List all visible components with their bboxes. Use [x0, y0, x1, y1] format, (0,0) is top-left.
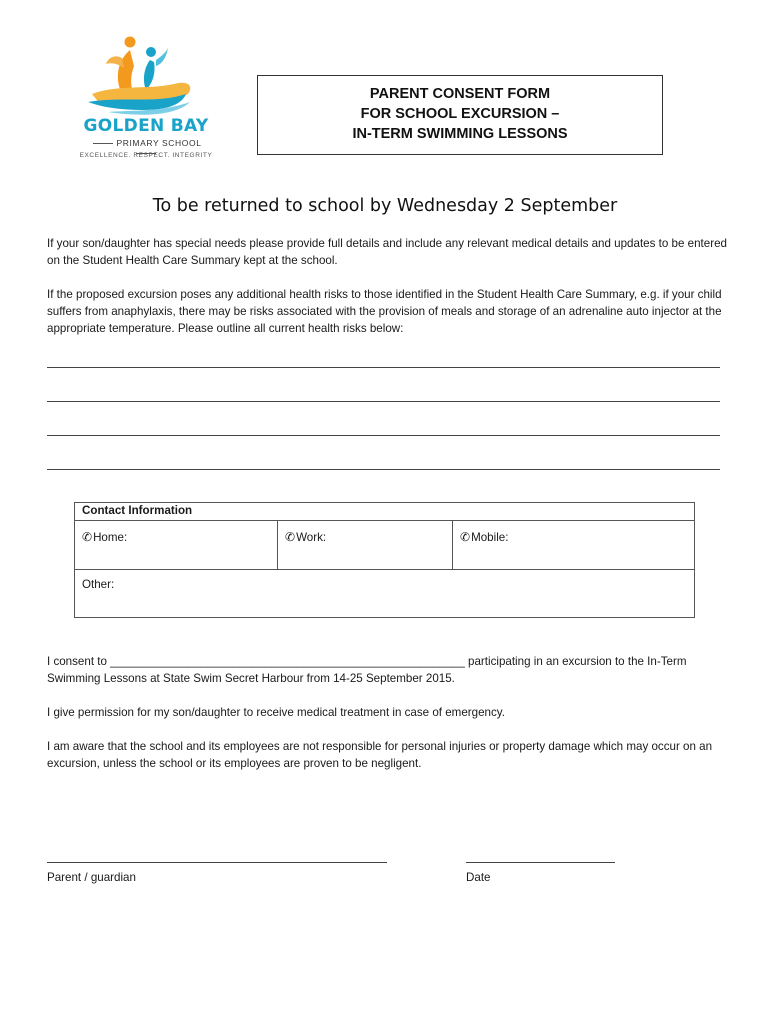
logo-figure-body-blue	[144, 60, 155, 90]
contact-work-field[interactable]	[285, 530, 326, 544]
logo-school-name: GOLDEN BAY	[83, 116, 209, 136]
parent-signature-line[interactable]	[47, 862, 387, 863]
form-title-line-1: PARENT CONSENT FORM	[369, 86, 551, 102]
contact-work-label: Work:	[296, 531, 327, 544]
contact-table-divider-top	[74, 520, 695, 521]
date-signature-line[interactable]	[466, 862, 615, 863]
phone-icon: ✆	[285, 530, 296, 544]
form-title-line-3: IN-TERM SWIMMING LESSONS	[352, 126, 568, 142]
logo-motto: EXCELLENCE. RESPECT. INTEGRITY	[79, 152, 213, 159]
logo-figure-head-blue	[146, 47, 156, 57]
date-signature-label: Date	[466, 871, 491, 884]
parent-signature-label: Parent / guardian	[47, 871, 136, 884]
contact-home-field[interactable]	[82, 530, 127, 544]
health-risks-line-2[interactable]	[47, 401, 720, 402]
special-needs-paragraph: If your son/daughter has special needs please provide full details and include any relevant medical details and updates to be entered on the Student Health Care Summary kept at the school.	[47, 237, 727, 267]
contact-mobile-label: Mobile:	[471, 531, 509, 544]
health-risks-line-1[interactable]	[47, 367, 720, 368]
form-title-box	[257, 75, 663, 155]
phone-icon: ✆	[82, 530, 93, 544]
contact-table-divider-bottom	[74, 569, 695, 570]
logo-figure-head-orange	[125, 37, 136, 48]
phone-icon: ✆	[460, 530, 471, 544]
return-deadline-heading: To be returned to school by Wednesday 2 September	[152, 196, 618, 216]
logo-school-type-text: PRIMARY SCHOOL	[116, 138, 202, 148]
contact-other-field[interactable]: Other:	[82, 578, 115, 591]
contact-information-heading: Contact Information	[82, 504, 193, 517]
contact-mobile-field[interactable]	[460, 530, 508, 544]
consent-paragraph: I consent to _______________________________________________________ participating in an excursion to the In-Term Swimming Lessons at State Swim Secret Harbour from 14-25 September 2015.	[47, 655, 687, 685]
health-risks-line-4[interactable]	[47, 469, 720, 470]
health-risks-paragraph: If the proposed excursion poses any additional health risks to those identified in the Student Health Care Summary, e.g. if your child suffers from anaphylaxis, there may be risks associated with the provision of meals and storage of an adrenaline auto injector at the appropriate temperature. Please outline all current health risks below:	[47, 288, 722, 335]
liability-paragraph: I am aware that the school and its employees are not responsible for personal injuries or property damage which may occur on an excursion, unless the school or its employees are proven to be negligent.	[47, 740, 713, 770]
medical-treatment-paragraph: I give permission for my son/daughter to receive medical treatment in case of emergency.	[47, 706, 505, 719]
contact-table-column-divider-2	[452, 520, 453, 569]
form-title-line-2: FOR SCHOOL EXCURSION –	[360, 106, 560, 122]
health-risks-line-3[interactable]	[47, 435, 720, 436]
logo-arm-right	[156, 48, 168, 66]
logo-arm-left	[106, 56, 124, 68]
contact-home-label: Home:	[93, 531, 128, 544]
contact-table-column-divider-1	[277, 520, 278, 569]
